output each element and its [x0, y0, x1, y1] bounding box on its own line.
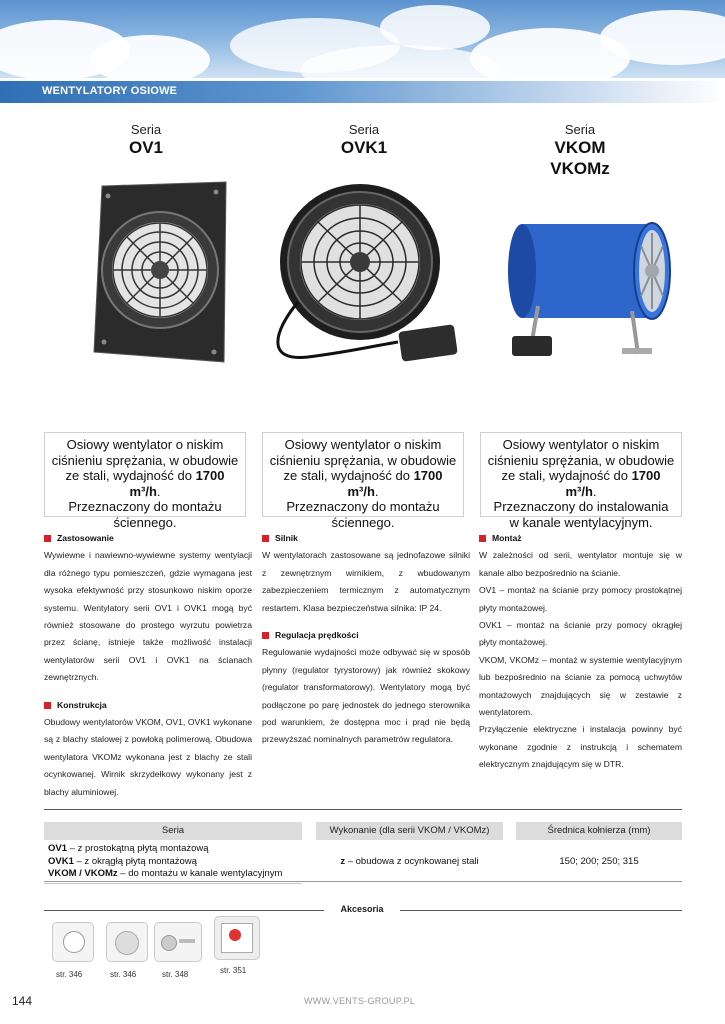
table-top-rule — [44, 809, 682, 810]
table-row: OVK1 – z okrągłą płytą montażową — [48, 855, 197, 867]
ov1-fan-image — [88, 180, 230, 365]
paragraph-montaz-1: W zależności od serii, wentylator montuje się w kanale albo bezpośrednio na ścianie. — [479, 550, 682, 578]
red-square-bullet-icon — [262, 535, 269, 542]
speed-regulator-slider-icon[interactable] — [154, 922, 202, 962]
series-label: Seria — [130, 122, 162, 137]
paragraph-konstrukcja: Obudowy wentylatorów VKOM, OV1, OVK1 wykonane są z blachy stalowej z powłoką polimerową. Obudowa wentylatora VKOMz wykonana jest z blachy ze stali ocynkowanej. Wirnik skrzydełkowy wykonany jest z blachy aluminiowej. — [44, 717, 252, 797]
speed-regulator-round-icon[interactable] — [52, 922, 94, 962]
desc-line: Osiowy wentylator o niskim — [502, 437, 660, 452]
paragraph-montaz-3: OVK1 – montaż na ścianie przy pomocy okrągłej płyty montażowej. — [479, 620, 682, 648]
paragraph-montaz-5: Przyłączenie elektryczne i instalacja powinny być wykonane zgodnie z instrukcją i schematem elektrycznym znajdującym się w DTR. — [479, 724, 682, 770]
desc-box-ovk1 — [262, 432, 464, 530]
heading-montaz: Montaż — [479, 530, 682, 547]
desc-line: ściennego. — [113, 514, 177, 530]
desc-line: Przeznaczony do montażu — [68, 499, 222, 514]
series-header-ovk1 — [264, 122, 464, 158]
series-label: Seria — [564, 122, 596, 137]
desc-box-vkom — [480, 432, 682, 530]
table-cell-srednica: 150; 200; 250; 315 — [516, 842, 682, 882]
accessories-title: Akcesoria — [340, 904, 384, 914]
header-sky-banner — [0, 0, 725, 78]
table-cell-seria — [44, 842, 302, 884]
desc-line: Osiowy wentylator o niskim — [66, 437, 224, 452]
red-square-bullet-icon — [44, 535, 51, 542]
red-square-bullet-icon — [262, 632, 269, 639]
series-name: OV1 — [128, 138, 164, 157]
table-row: OV1 – z prostokątną płytą montażową — [48, 843, 209, 854]
table-header-seria: Seria — [44, 822, 302, 840]
accessory-page-ref: str. 346 — [110, 970, 137, 979]
page-number: 144 — [12, 994, 33, 1008]
series-name: OVK1 — [340, 138, 388, 157]
table-bottom-rule — [44, 881, 682, 882]
red-square-bullet-icon — [479, 535, 486, 542]
heading-silnik: Silnik — [262, 530, 470, 547]
section-title-bar — [0, 81, 725, 103]
speed-regulator-knob-icon[interactable] — [106, 922, 148, 962]
heading-konstrukcja: Konstrukcja — [44, 697, 252, 714]
series-name: VKOM — [554, 138, 606, 157]
red-square-bullet-icon — [44, 702, 51, 709]
paragraph-zastosowanie: Wywiewne i nawiewno-wywiewne systemy wentylacji dla różnego typu pomieszczeń, gdzie wymagana jest wysoka efektywność przy stosunkowo niskim oporze systemu. Wentylatory serii OV1 i OVK1 mogą być również stosowane do prostego wyrzutu powietrza przez ścianę, istnieje także możliwość instalacji wentylatorów serii OV1 i OVK1 na ścianach zewnętrznych. — [44, 550, 252, 683]
desc-line: Osiowy wentylator o niskim — [284, 437, 442, 452]
section-title: WENTYLATORY OSIOWE — [42, 85, 178, 97]
desc-line: Przeznaczony do instalowania — [493, 499, 669, 514]
desc-line: ciśnieniu sprężania, w obudowie — [487, 452, 675, 468]
desc-line-capacity: ze stali, wydajność do 1700 m³/h. — [283, 468, 443, 499]
paragraph-silnik: W wentylatorach zastosowane są jednofazowe silniki z zewnętrznym wirnikiem, z wbudowanym zabezpieczeniem termicznym z automatycznym restartem. Klasa bezpieczeństwa silnika: IP 24. — [262, 550, 470, 613]
series-name-second: VKOMz — [550, 159, 610, 178]
desc-line: ściennego. — [331, 514, 395, 530]
table-cell-wykonanie: z – obudowa z ocynkowanej stali — [316, 842, 503, 882]
accessory-page-ref: str. 346 — [56, 970, 83, 979]
desc-line: ciśnieniu sprężania, w obudowie — [51, 452, 239, 468]
accessory-page-ref: str. 348 — [162, 970, 189, 979]
vkom-fan-image — [502, 186, 682, 366]
desc-line: ciśnieniu sprężania, w obudowie — [269, 452, 457, 468]
text-column-2 — [262, 530, 470, 749]
transformer-regulator-icon[interactable] — [214, 916, 260, 960]
desc-box-ov1 — [44, 432, 246, 530]
series-header-vkom — [480, 122, 680, 179]
ovk1-fan-image — [268, 182, 468, 372]
paragraph-montaz-4: VKOM, VKOMz – montaż w systemie wentylacyjnym lub bezpośrednio na ścianie za pomocą uchwytów montażowych znajdujących się w zestawie z wentylatorem. — [479, 654, 682, 718]
desc-line: Przeznaczony do montażu — [286, 499, 440, 514]
table-header-wykonanie: Wykonanie (dla serii VKOM / VKOMz) — [316, 822, 503, 840]
series-header-ov1 — [46, 122, 246, 158]
heading-zastosowanie: Zastosowanie — [44, 530, 252, 547]
paragraph-regulacja: Regulowanie wydajności może odbywać się w sposób płynny (regulator tyrystorowy) jak również skokowy (regulator transformatorowy). Wentylatory mogą być podłączone po parę jednostek do jednego sterownika pod warunkiem, że dostępna moc i prąd nie będą przewyższać nominalnych parametrów regulatora. — [262, 647, 470, 745]
desc-line-capacity: ze stali, wydajność do 1700 m³/h. — [65, 468, 225, 499]
accessories-rule-right — [400, 910, 682, 911]
text-column-1 — [44, 530, 252, 801]
website-link[interactable]: WWW.VENTS-GROUP.PL — [304, 996, 416, 1006]
desc-line: w kanale wentylacyjnym. — [509, 514, 653, 530]
series-label: Seria — [348, 122, 380, 137]
heading-regulacja: Regulacja prędkości — [262, 627, 470, 644]
table-row: VKOM / VKOMz – do montażu w kanale wentylacyjnym — [48, 868, 283, 879]
table-header-srednica: Średnica kołnierza (mm) — [516, 822, 682, 840]
accessories-rule-left — [44, 910, 324, 911]
accessory-page-ref: str. 351 — [220, 966, 247, 975]
desc-line-capacity: ze stali, wydajność do 1700 m³/h. — [501, 468, 661, 499]
text-column-3 — [479, 530, 682, 774]
paragraph-montaz-2: OV1 – montaż na ścianie przy pomocy prostokątnej płyty montażowej. — [479, 585, 682, 613]
